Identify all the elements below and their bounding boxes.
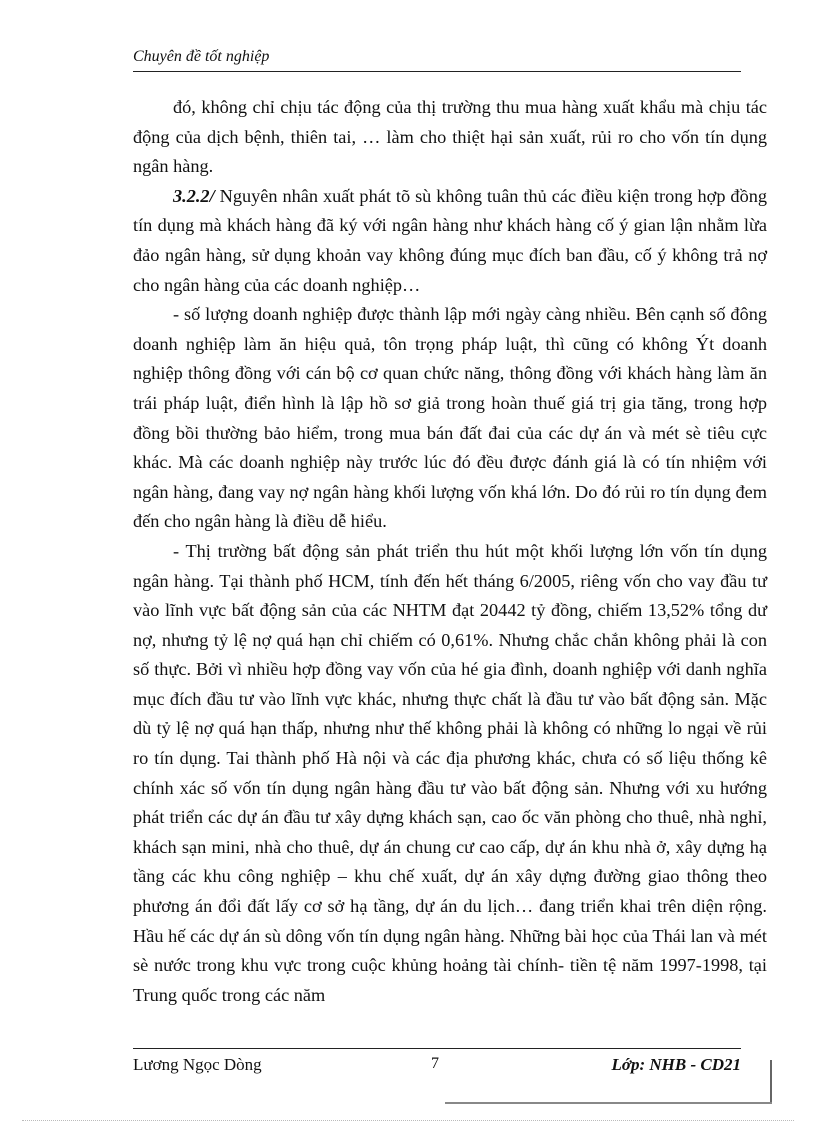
paragraph-1: đó, không chỉ chịu tác động của thị trường thu mua hàng xuất khẩu mà chịu tác động của dịch bệnh, thiên tai, … làm cho thiệt hại sản xuất, rủi ro cho vốn tín dụng ngân hàng.	[133, 97, 767, 177]
footer-shadow-bottom	[445, 1102, 772, 1104]
paragraph-4: - Thị trường bất động sản phát triển thu hút một khối lượng lớn vốn tín dụng ngân hàng. Tại thành phố HCM, tính đến hết tháng 6/2005, riêng vốn cho vay đầu tư vào lĩnh vực bất động sản của các NHTM đạt 20442 tỷ đồng, chiếm 13,52% tổng dư nợ, nhưng tỷ lệ nợ quá hạn chỉ chiếm có 0,61%. Nhưng chắc chắn không phải là con số thực. Bởi vì nhiều hợp đồng vay vốn của hé gia đình, doanh nghiệp với danh nghĩa mục đích đầu tư vào lĩnh vực khác, nhưng thực chất là đầu tư vào bất động sản. Mặc dù tỷ lệ nợ quá hạn thấp, nhưng như thế không phải là không có những lo ngại về rủi ro tín dụng. Tai thành phố Hà nội và các địa phương khác, chưa có số liệu thống kê chính xác số vốn tín dụng ngân hàng đầu tư vào bất động sản. Nhưng với xu hướng phát triển các dự án đầu tư xây dựng khách sạn, cao ốc văn phòng cho thuê, nhà nghỉ, khách sạn mini, nhà cho thuê, dự án chung cư cao cấp, dự án khu nhà ở, xây dựng hạ tầng các khu công nghiệp – khu chế xuất, dự án xây dựng đường giao thông theo phương án đổi đất lấy cơ sở hạ tầng, dự án du lịch… đang triển khai trên diện rộng. Hầu hế các dự án sù dông vốn tín dụng ngân hàng. Những bài học của Thái lan và mét sè nước trong khu vực trong cuộc khủng hoảng tài chính- tiền tệ năm 1997-1998, tại Trung quốc trong các năm	[133, 540, 767, 1005]
paragraph-3: - số lượng doanh nghiệp được thành lập mới ngày càng nhiều. Bên cạnh số đông doanh nghiệp làm ăn hiệu quả, tôn trọng pháp luật, thì cũng có không Ýt doanh nghiệp thông đồng với cán bộ cơ quan chức năng, thông đồng với khách hàng làm ăn trái pháp luật, điển hình là lập hồ sơ giả trong hoàn thuế giá trị gia tăng, trong hợp đồng bồi thường bảo hiểm, trong mua bán đất đai của các dự án và mét sè tiêu cực khác. Mà các doanh nghiệp này trước lúc đó đều được đánh giá là có tín nhiệm với ngân hàng, đang vay nợ ngân hàng khối lượng vốn khá lớn. Do đó rủi ro tín dụng đem đến cho ngân hàng là điều dễ hiểu.	[133, 304, 767, 532]
body-text	[133, 93, 767, 1010]
header-divider	[133, 71, 741, 72]
footer-author: Lương Ngọc Dòng	[133, 1055, 262, 1074]
footer-class: Lớp: NHB - CD21	[611, 1055, 741, 1074]
page-number: 7	[431, 1055, 439, 1072]
paragraph-2	[133, 182, 767, 300]
paragraph-2-text: Nguyên nhân xuất phát tõ sù không tuân thủ các điều kiện trong hợp đồng tín dụng mà khách hàng đã ký với ngân hàng như khách hàng cố ý gian lận nhằm lừa đảo ngân hàng, sử dụng khoản vay không đúng mục đích ban đầu, cố ý không trả nợ cho ngân hàng của các doanh nghiệp…	[133, 185, 767, 295]
section-number: 3.2.2/	[173, 185, 215, 206]
footer-divider	[133, 1048, 741, 1049]
page-bottom-dotted-line	[22, 1120, 794, 1121]
footer-shadow-right	[770, 1060, 772, 1104]
running-header: Chuyên đề tốt nghiệp	[133, 48, 270, 65]
